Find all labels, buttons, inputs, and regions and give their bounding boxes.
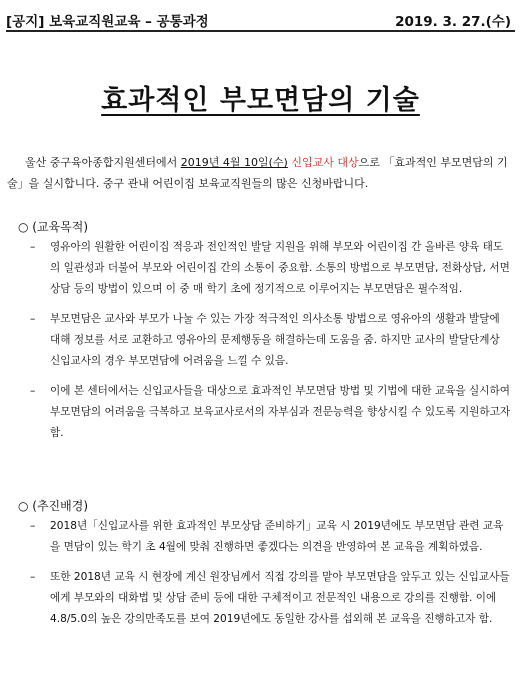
bullet-dash: – bbox=[30, 313, 36, 325]
intro-target: 신입교사 대상 bbox=[291, 156, 359, 169]
bullet-dash: – bbox=[30, 241, 36, 253]
intro-date: 2019년 4월 10일(수) bbox=[180, 156, 288, 169]
list-item bbox=[30, 567, 511, 630]
intro-part1: 울산 중구육아종합지원센터에서 bbox=[25, 156, 181, 169]
purpose-list bbox=[30, 237, 511, 453]
intro-part2: 으로 「효과적인 부모면담의 기술」을 실시합니다. 중구 관내 어린이집 보육교직원들의 많은 신청바랍니다. bbox=[7, 156, 508, 190]
header-divider bbox=[6, 30, 515, 32]
notice-date: 2019. 3. 27.(수) bbox=[395, 14, 511, 30]
page-title: 효과적인 부모면담의 기술 bbox=[101, 85, 420, 116]
list-item bbox=[30, 237, 511, 300]
background-item-text: 또한 2018년 교육 시 현장에 계신 원장님께서 직접 강의를 맡아 부모면담을 앞두고 있는 신입교사들에게 부모와의 대화법 및 상담 준비 등에 대한 구체적이고 전문적인 내용으로 강의를 진행함. 이에 4.8/5.0의 높은 강의만족도를 보여 2019년에도 동일한 강사를 섭외해 본 교육을 진행하고자 함. bbox=[50, 571, 510, 625]
page-title-block bbox=[0, 78, 521, 117]
intro-paragraph bbox=[7, 152, 509, 194]
bullet-dash: – bbox=[30, 520, 36, 532]
purpose-item-text: 영유아의 원활한 어린이집 적응과 전인적인 발달 지원을 위해 부모와 어린이집 간 올바른 양육 태도의 일관성과 더불어 부모와 어린이집 간의 소통이 중요함. 소통의 방법으로 부모면담, 전화상담, 서면상담 등의 방법이 있으며 이 중 매 학기 초에 정기적으로 이루어지는 부모면담은 필수적임. bbox=[50, 241, 510, 295]
bullet-dash: – bbox=[30, 571, 36, 583]
notice-category: [공지] 보육교직원교육 – 공통과정 bbox=[6, 14, 209, 30]
section-heading-background: ○ (추진배경) bbox=[18, 499, 89, 513]
purpose-item-text: 이에 본 센터에서는 신입교사들을 대상으로 효과적인 부모면담 방법 및 기법에 대한 교육을 실시하여 부모면담의 어려움을 극복하고 보육교사로서의 자부심과 전문능력을 향상시킬 수 있도록 지원하고자 함. bbox=[50, 385, 511, 439]
background-list bbox=[30, 516, 511, 639]
list-item bbox=[30, 516, 511, 558]
notice-header bbox=[6, 6, 511, 30]
bullet-dash: – bbox=[30, 385, 36, 397]
section-heading-purpose: ○ (교육목적) bbox=[18, 220, 89, 234]
purpose-item-text: 부모면담은 교사와 부모가 나눌 수 있는 가장 적극적인 의사소통 방법으로 영유아의 생활과 발달에 대해 정보를 서로 교환하고 영유아의 문제행동을 해결하는데 도움을 줌. 하지만 교사의 발달단계상 신입교사의 경우 부모면담에 어려움을 느낄 수 있음. bbox=[50, 313, 500, 367]
list-item bbox=[30, 309, 511, 372]
intro-text bbox=[7, 152, 509, 194]
background-item-text: 2018년「신입교사를 위한 효과적인 부모상담 준비하기」교육 시 2019년에도 부모면담 관련 교육을 면담이 있는 학기 초 4월에 맞춰 진행하면 좋겠다는 의견을 반영하여 본 교육을 계획하였음. bbox=[50, 520, 504, 553]
list-item bbox=[30, 381, 511, 444]
